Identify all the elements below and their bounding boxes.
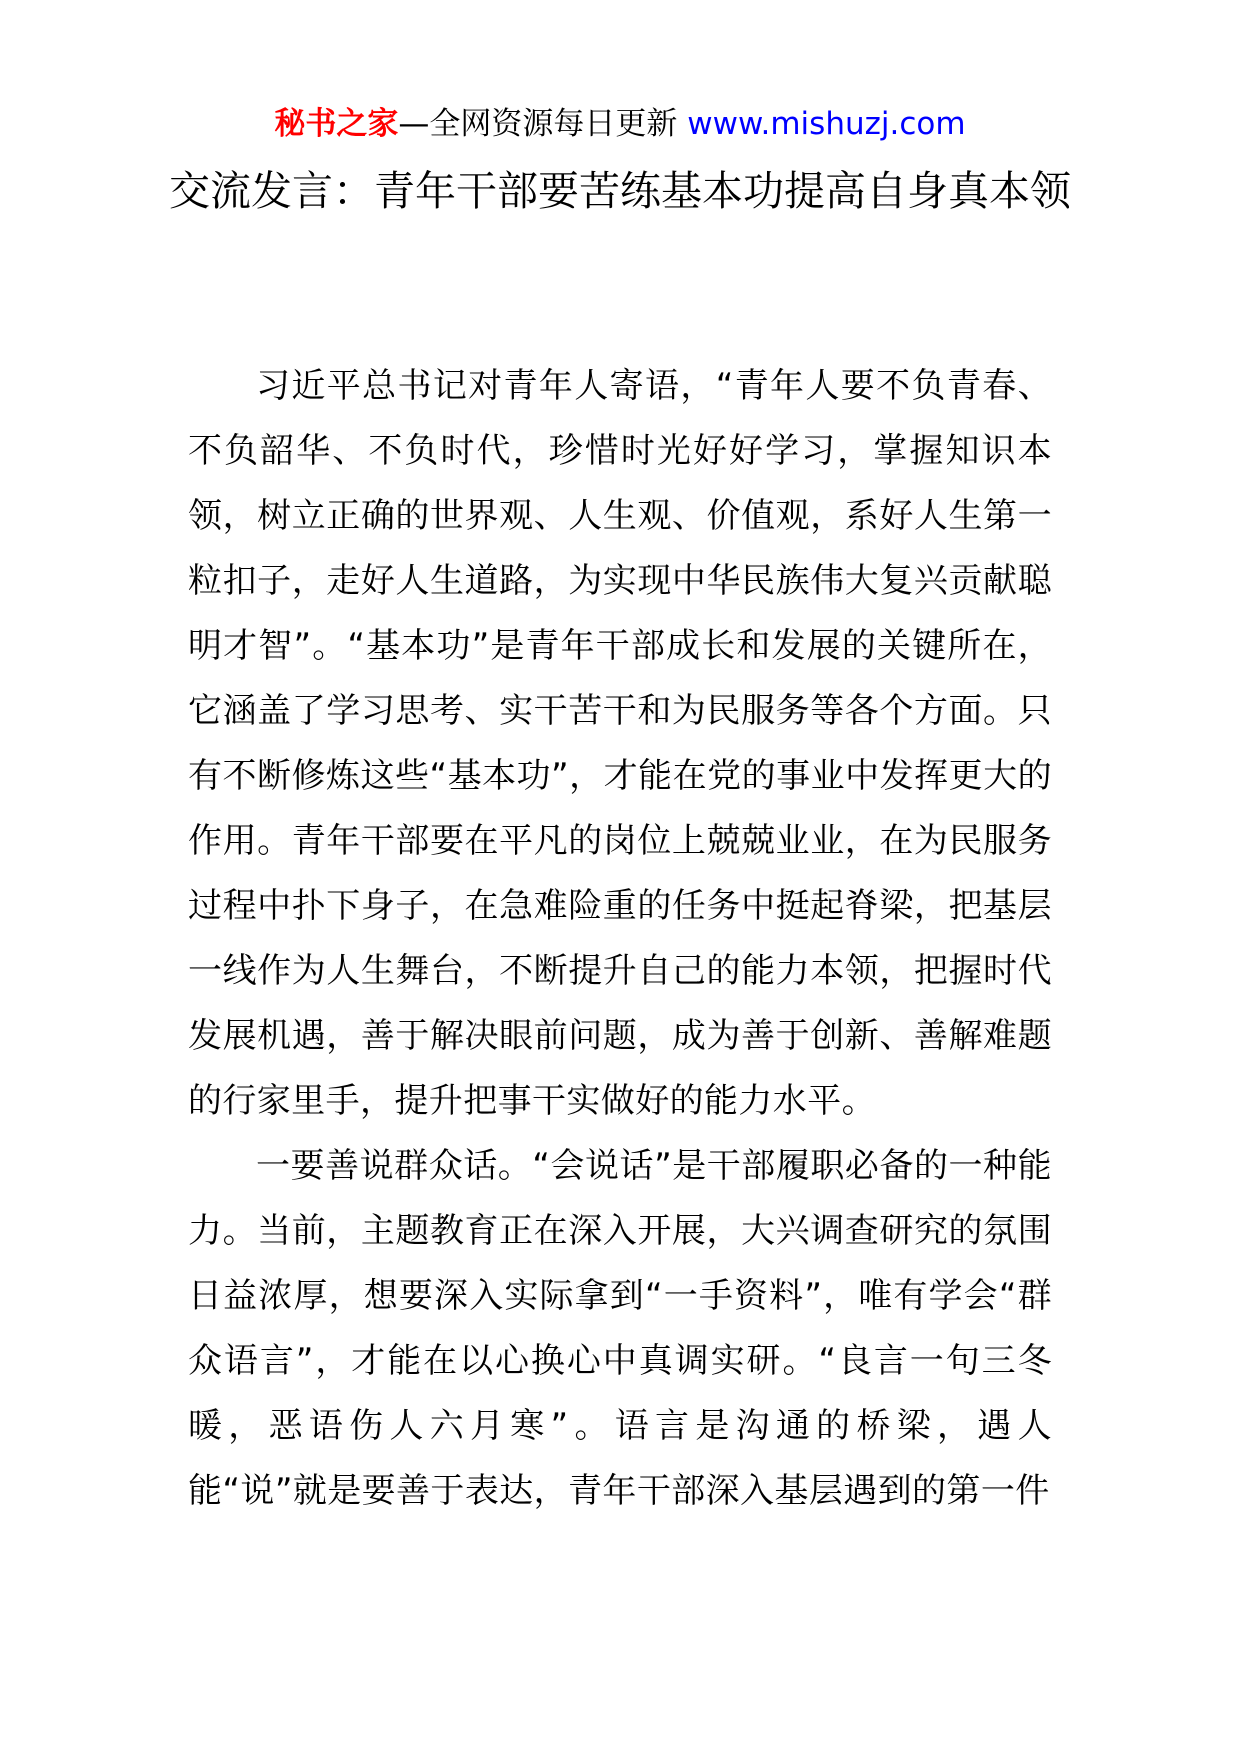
document-title: 交流发言：青年干部要苦练基本功提高自身真本领: [169, 167, 1071, 215]
site-header: [0, 100, 1240, 148]
document-body: [188, 354, 1052, 1524]
brand-name: 秘书之家: [274, 106, 399, 142]
paragraph-point-one: 一要善说群众话。“会说话”是干部履职必备的一种能力。当前，主题教育正在深入开展，大兴调查研究的氛围日益浓厚，想要深入实际拿到“一手资料”，唯有学会“群众语言”，才能在以心换心中真调实研。“良言一句三冬暖，恶语伤人六月寒”。语言是沟通的桥梁，遇人能“说”就是要善于表达，青年干部深入基层遇到的第一件: [188, 1146, 1052, 1511]
paragraph-intro: 习近平总书记对青年人寄语，“青年人要不负青春、不负韶华、不负时代，珍惜时光好好学习，掌握知识本领，树立正确的世界观、人生观、价值观，系好人生第一粒扣子，走好人生道路，为实现中华民族伟大复兴贡献聪明才智”。“基本功”是青年干部成长和发展的关键所在，它涵盖了学习思考、实干苦干和为民服务等各个方面。只有不断修炼这些“基本功”，才能在党的事业中发挥更大的作用。青年干部要在平凡的岗位上兢兢业业，在为民服务过程中扑下身子，在急难险重的任务中挺起脊梁，把基层一线作为人生舞台，不断提升自己的能力本领，把握时代发展机遇，善于解决眼前问题，成为善于创新、善解难题的行家里手，提升把事干实做好的能力水平。: [188, 366, 1052, 1121]
site-url: www.mishuzj.com: [687, 106, 966, 142]
header-tagline: —全网资源每日更新: [398, 106, 678, 142]
